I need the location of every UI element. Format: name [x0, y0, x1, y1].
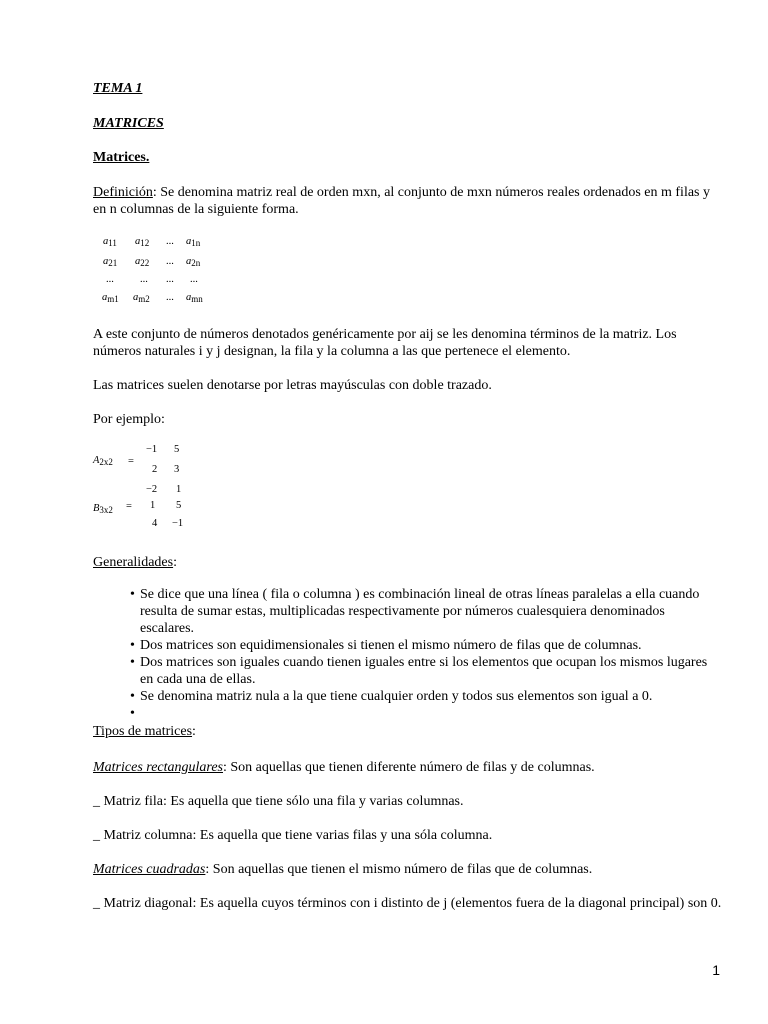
equals-sign: =	[126, 501, 132, 512]
matrix-cell: 5	[174, 444, 180, 455]
matrix-cell: 4	[152, 518, 158, 529]
definition-text: : Se denomina matriz real de orden mxn, al conjunto de mxn números reales ordenados en m filas y en n columnas de la siguiente forma.	[93, 185, 710, 217]
rectangulares-label: Matrices rectangulares	[93, 760, 223, 775]
cuadradas-paragraph: Matrices cuadradas: Son aquellas que tienen el mismo número de filas que de columnas.	[93, 862, 593, 877]
page-number: 1	[712, 962, 720, 978]
bullet: •	[130, 689, 135, 704]
matrix-cell: ...	[166, 256, 174, 267]
matrix-cell: −1	[146, 444, 158, 455]
terms-paragraph: A este conjunto de números denotados genéricamente por aij se les denomina términos de la matriz. Los números naturales i y j designan, la fila y la columna a las que pertenece el elemento.	[93, 327, 677, 359]
matrix-cell: am2	[133, 292, 150, 304]
diagonal-paragraph: _ Matriz diagonal: Es aquella cuyos términos con i distinto de j (elementos fuera de la diagonal principal) son 0.	[93, 896, 722, 911]
matrix-cell: amn	[186, 292, 203, 304]
matrix-cell: 2	[152, 464, 158, 475]
matrix-cell: ...	[166, 236, 174, 247]
rectangulares-paragraph: Matrices rectangulares: Son aquellas que tienen diferente número de filas y de columnas.	[93, 760, 595, 775]
matrix-name: A2x2	[93, 455, 113, 467]
bullet: •	[130, 706, 135, 721]
tipos-heading: Tipos de matrices:	[93, 724, 196, 739]
columna-paragraph: _ Matriz columna: Es aquella que tiene varias filas y una sóla columna.	[93, 828, 493, 843]
tema-heading: TEMA 1	[93, 81, 143, 96]
matrix-cell: ...	[190, 274, 198, 285]
list-item: • Se denomina matriz nula a la que tiene cualquier orden y todos sus elementos son igual a 0.	[130, 689, 653, 704]
matrix-cell: 3	[174, 464, 180, 475]
matrix-cell: ...	[106, 274, 114, 285]
definition-label: Definición	[93, 185, 153, 200]
definition-paragraph	[93, 184, 723, 218]
matrix-cell: −1	[172, 518, 184, 529]
generalidades-heading: Generalidades:	[93, 555, 177, 570]
equals-sign: =	[128, 456, 134, 467]
list-item	[130, 705, 720, 722]
matrix-cell: a2n	[186, 256, 201, 268]
bullet: •	[130, 638, 135, 653]
matrix-name: B3x2	[93, 503, 113, 515]
matrix-cell: a11	[103, 236, 117, 248]
generalidades-list	[130, 586, 720, 722]
matrix-cell: a22	[135, 256, 150, 268]
cuadradas-label: Matrices cuadradas	[93, 862, 206, 877]
matrix-cell: a21	[103, 256, 118, 268]
matrices-heading: MATRICES	[93, 116, 164, 131]
matrix-cell: a1n	[186, 236, 201, 248]
matrix-cell: 1	[176, 484, 182, 495]
matrix-cell: ...	[166, 292, 174, 303]
section-heading-matrices: Matrices.	[93, 150, 150, 165]
matrix-cell: −2	[146, 484, 158, 495]
matrix-cell: 5	[176, 500, 182, 511]
matrix-cell: a12	[135, 236, 150, 248]
matrix-cell: am1	[102, 292, 119, 304]
matrix-cell: ...	[166, 274, 174, 285]
list-item: • Dos matrices son iguales cuando tienen iguales entre si los elementos que ocupan los mismos lugares en cada una de ellas.	[130, 655, 708, 687]
list-item: • Se dice que una línea ( fila o columna ) es combinación lineal de otras líneas paralelas a ella cuando resulta de sumar estas, multiplicadas respectivamente por números cualesquiera denominados escalares.	[130, 587, 700, 636]
capital-letters-paragraph: Las matrices suelen denotarse por letras mayúsculas con doble trazado.	[93, 378, 492, 393]
list-item: • Dos matrices son equidimensionales si tienen el mismo número de filas que de columnas.	[130, 638, 642, 653]
bullet: •	[130, 587, 135, 602]
matrix-cell: 1	[150, 500, 156, 511]
bullet: •	[130, 655, 135, 670]
example-label: Por ejemplo:	[93, 412, 165, 427]
matrix-cell: ...	[140, 274, 148, 285]
fila-paragraph: _ Matriz fila: Es aquella que tiene sólo una fila y varias columnas.	[93, 794, 464, 809]
